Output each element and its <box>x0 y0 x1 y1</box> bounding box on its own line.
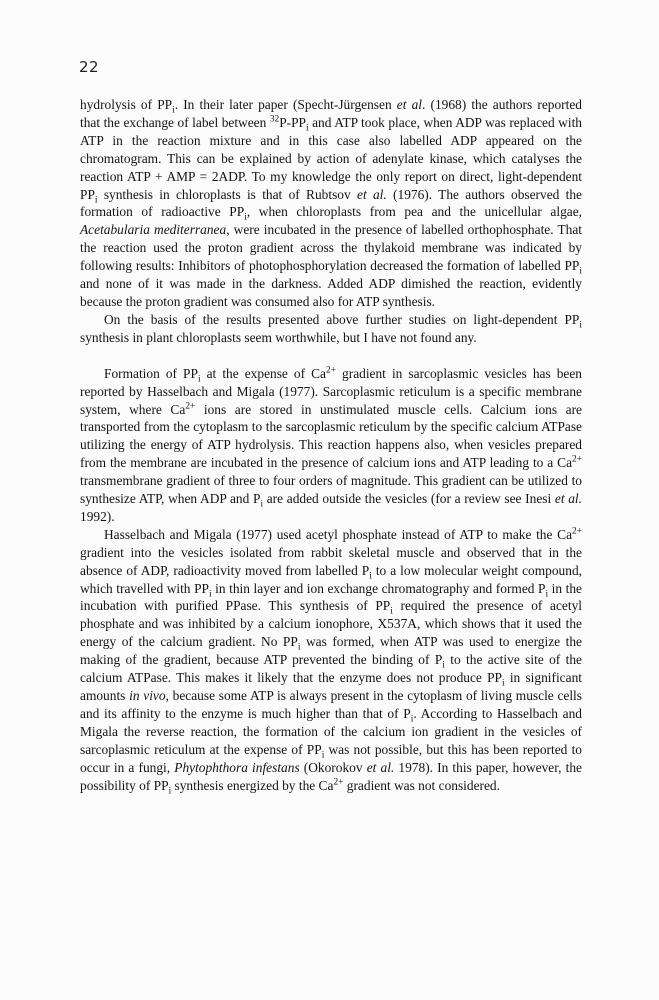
subscript: i <box>579 266 582 277</box>
paragraph-calcium-gradient: Formation of $PP_i$ at the expense of $Ca^{2+}$ gradient in sarcoplasmic vesicles has been reported by Hasselbach and Migala (1977). Sarcoplasmic reticulum is a specific membrane system, where $Ca^{2+}$ ions are stored in unstimulated muscle cells. Calcium ions are transported from the cytoplasm to the sarcoplasmic reticulum by the specific calcium ATPase utilizing the energy of ATP hydrolysis. This reaction happens also, when vesicles prepared from the membrane are incubated in the presence of calcium ions and ATP leading to a $Ca^{2+}$ transmembrane gradient of three to four orders of magnitude. This gradient can be utilized to synthesize ATP, when ADP and $P_i$ are added outside the vesicles (for a review see Inesi et al. 1992). <box>80 365 582 524</box>
subscript: i <box>306 123 309 134</box>
subscript: i <box>369 571 372 582</box>
subscript: i <box>579 320 582 331</box>
paragraph-hasselbach-migala: Hasselbach and Migala (1977) used acetyl phosphate instead of ATP to make the $Ca^{2+}$ gradient into the vesicles isolated from rabbit skeletal muscle and observed that in the absence of ADP, radioactivity moved from labelled $P_i$ to a low molecular weight compound, which travelled with $PP_i$ in thin layer and ion exchange chromatography and formed $P_i$ in the incubation with purified PPase. This synthesis of $PP_i$ required the presence of acetyl phosphate and was inhibited by a calcium ionophore, X537A, which shows that it used the energy of the calcium gradient. No $PP_i$ was formed, when ATP was used to energize the making of the gradient, because ATP prevented the binding of $P_i$ to the active site of the calcium ATPase. This makes it likely that the enzyme does not produce $PP_i$ in significant amounts in vivo, because some ATP is always present in the cytoplasm of living muscle cells and its affinity to the enzyme is much higher than that of $P_i$. According to Hasselbach and Migala the reverse reaction, the formation of the calcium ion gradient in the vesicles of sarcoplasmic reticulum at the expense of $PP_i$ was not possible, but this has been reported to occur in a fungi, Phytophthora infestans (Okorokov et al. 1978). In this paper, however, the possibility of $PP_i$ synthesis energized by the $Ca^{2+}$ gradient was not considered. <box>80 526 583 797</box>
superscript: 2+ <box>572 526 582 537</box>
subscript: i <box>260 499 264 510</box>
italic-text: Acetabularia mediterranea <box>80 222 227 238</box>
italic-text: Phytophthora infestans <box>174 759 300 775</box>
subscript: i <box>94 195 98 206</box>
subscript: i <box>410 714 414 725</box>
subscript: i <box>502 678 505 689</box>
superscript: 2+ <box>333 777 344 788</box>
subscript: i <box>321 750 325 761</box>
subscript: i <box>168 786 172 797</box>
italic-text: et al. <box>357 186 387 202</box>
superscript: 2+ <box>326 365 336 376</box>
italic-text: in vivo <box>129 688 166 703</box>
italic-text: et al. <box>366 759 395 775</box>
subscript: i <box>297 642 301 653</box>
subscript: i <box>197 374 201 385</box>
superscript: 32 <box>269 114 280 125</box>
paragraph-hydrolysis: hydrolysis of $PP_i$. In their later paper (Specht-Jürgensen et al. (1968) the authors reported that the exchange of label between $^{32}P-PP_i$ and ATP took place, when ADP was replaced with ATP in the reaction mixture and in this case also labelled ADP appeared on the chromatogram. This can be explained by action of adenylate kinase, which catalyses the reaction ATP + AMP = 2ADP. To my knowledge the only report on direct, light-dependent $PP_i$ synthesis in chloroplasts is that of Rubtsov et al. (1976). The authors observed the formation of radioactive $PP_i$, when chloroplasts from pea and the unicellular algae, Acetabularia mediterranea, were incubated in the presence of labelled orthophosphate. That the reaction used the proton gradient across the thylakoid membrane was indicated by following results: Inhibitors of photophosphorylation decreased the formation of labelled $PP_i$ and none of it was made in the darkness. Added ADP dimished the reaction, evidently because the proton gradient was consumed also for ATP synthesis. <box>80 97 582 309</box>
subscript: i <box>545 589 549 600</box>
subscript: i <box>442 660 445 671</box>
superscript: 2+ <box>572 454 582 465</box>
body-text <box>80 96 583 797</box>
italic-text: et al <box>396 97 422 112</box>
italic-text: et al. <box>554 491 582 507</box>
paragraph-light-dependent-synthesis: On the basis of the results presented above further studies on light-dependent $PP_i$ synthesis in plant chloroplasts seem worthwhile, but I have not found any. <box>80 311 582 345</box>
subscript: i <box>390 607 393 618</box>
subscript: i <box>172 105 175 116</box>
superscript: 2+ <box>185 401 196 412</box>
page-number: 22 <box>79 58 100 76</box>
subscript: i <box>244 213 247 224</box>
subscript: i <box>208 589 212 600</box>
